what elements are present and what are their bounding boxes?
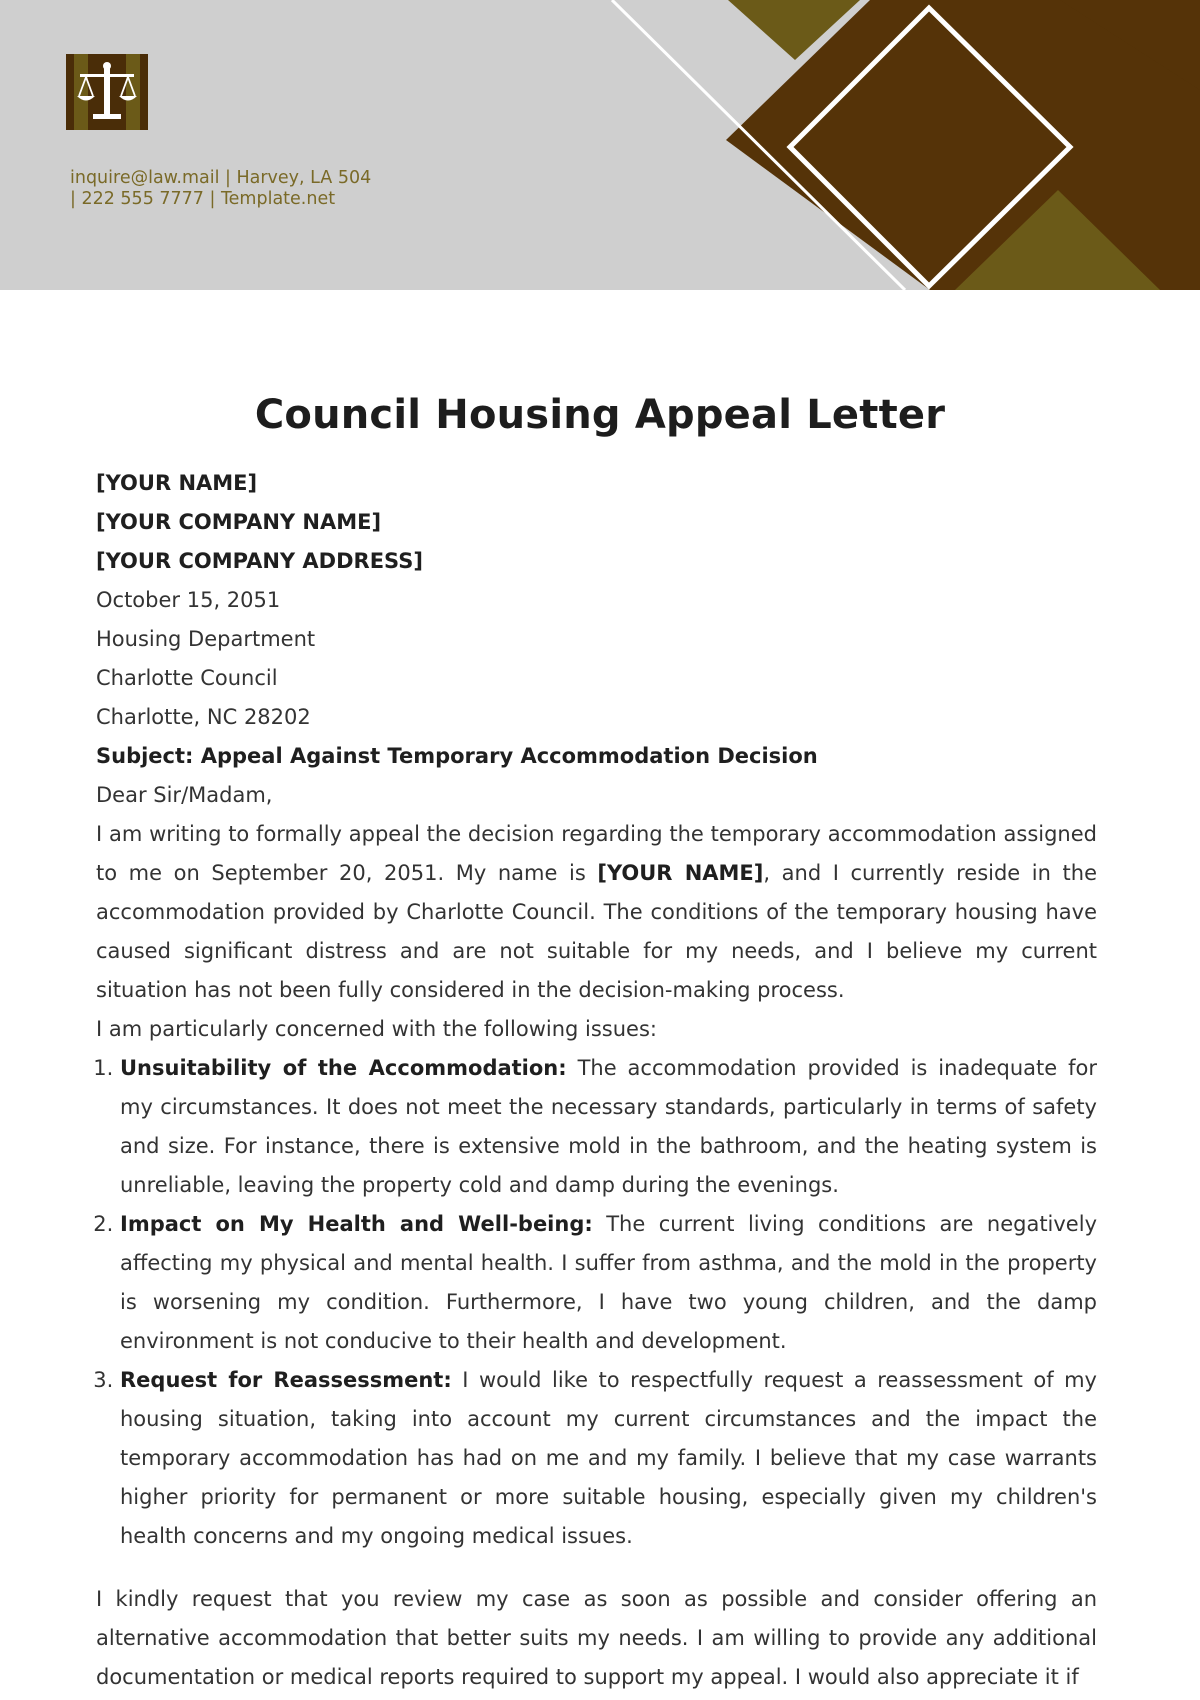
closing-paragraph: I kindly request that you review my case as soon as possible and consider offering an alternative accommodation that better suits my needs. I am willing to provide any additional documentation or medical reports required to support my appeal. I would also appreciate it if <box>96 1587 1097 1689</box>
intro-paragraph <box>96 815 1097 1010</box>
letterhead-decoration <box>0 0 1200 290</box>
scales-of-justice-icon <box>66 54 148 130</box>
list-item <box>120 1049 1097 1205</box>
issue-heading: Unsuitability of the Accommodation: <box>120 1056 567 1080</box>
issue-text: The current living conditions are negatively affecting my physical and mental health. I suffer from asthma, and the mold in the property is worsening my condition. Furthermore, I have two young children, and the damp environment is not conducive to their health and development. <box>120 1212 1097 1353</box>
recipient-department: Housing Department <box>96 627 316 651</box>
list-item <box>120 1205 1097 1361</box>
issue-heading: Impact on My Health and Well-being: <box>120 1212 593 1236</box>
contact-info <box>70 168 400 210</box>
contact-line-2: | 222 555 7777 | Template.net <box>70 189 336 209</box>
sender-name: [YOUR NAME] <box>96 471 258 495</box>
issues-list <box>96 1049 1097 1556</box>
page-title: Council Housing Appeal Letter <box>254 392 946 438</box>
contact-line-1: inquire@law.mail | Harvey, LA 504 <box>70 168 372 188</box>
issue-text: I would like to respectfully request a reassessment of my housing situation, taking into account my current circumstances and the impact the temporary accommodation has had on me and my family. I believe that my case warrants higher priority for permanent or more suitable housing, especially given my children's health concerns and my ongoing medical issues. <box>120 1368 1097 1548</box>
letterhead-band <box>0 0 1200 290</box>
issue-heading: Request for Reassessment: <box>120 1368 452 1392</box>
intro-name-placeholder: [YOUR NAME] <box>597 861 764 885</box>
issue-text: The accommodation provided is inadequate for my circumstances. It does not meet the necessary standards, particularly in terms of safety and size. For instance, there is extensive mold in the bathroom, and the heating system is unreliable, leaving the property cold and damp during the evenings. <box>120 1056 1097 1197</box>
paragraph-spacer <box>96 1556 1097 1580</box>
salutation: Dear Sir/Madam, <box>96 783 273 807</box>
sender-company: [YOUR COMPANY NAME] <box>96 510 382 534</box>
intro-text-2: , and I currently reside in the accommodation provided by Charlotte Council. The conditions of the temporary housing have caused significant distress and are not suitable for my needs, and I believe my current situation has not been fully considered in the decision-making process. <box>96 861 1098 1002</box>
letter-subject: Subject: Appeal Against Temporary Accommodation Decision <box>96 744 818 768</box>
sender-address: [YOUR COMPANY ADDRESS] <box>96 549 423 573</box>
issues-lead: I am particularly concerned with the following issues: <box>96 1017 657 1041</box>
letter-date: October 15, 2051 <box>96 588 281 612</box>
recipient-city: Charlotte, NC 28202 <box>96 705 311 729</box>
intro-text-1: I am writing to formally appeal the decision regarding the temporary accommodation assigned to me on September 20, 2051. My name is <box>96 822 1097 885</box>
list-item <box>120 1361 1097 1556</box>
recipient-council: Charlotte Council <box>96 666 278 690</box>
letter-body <box>96 464 1097 1697</box>
